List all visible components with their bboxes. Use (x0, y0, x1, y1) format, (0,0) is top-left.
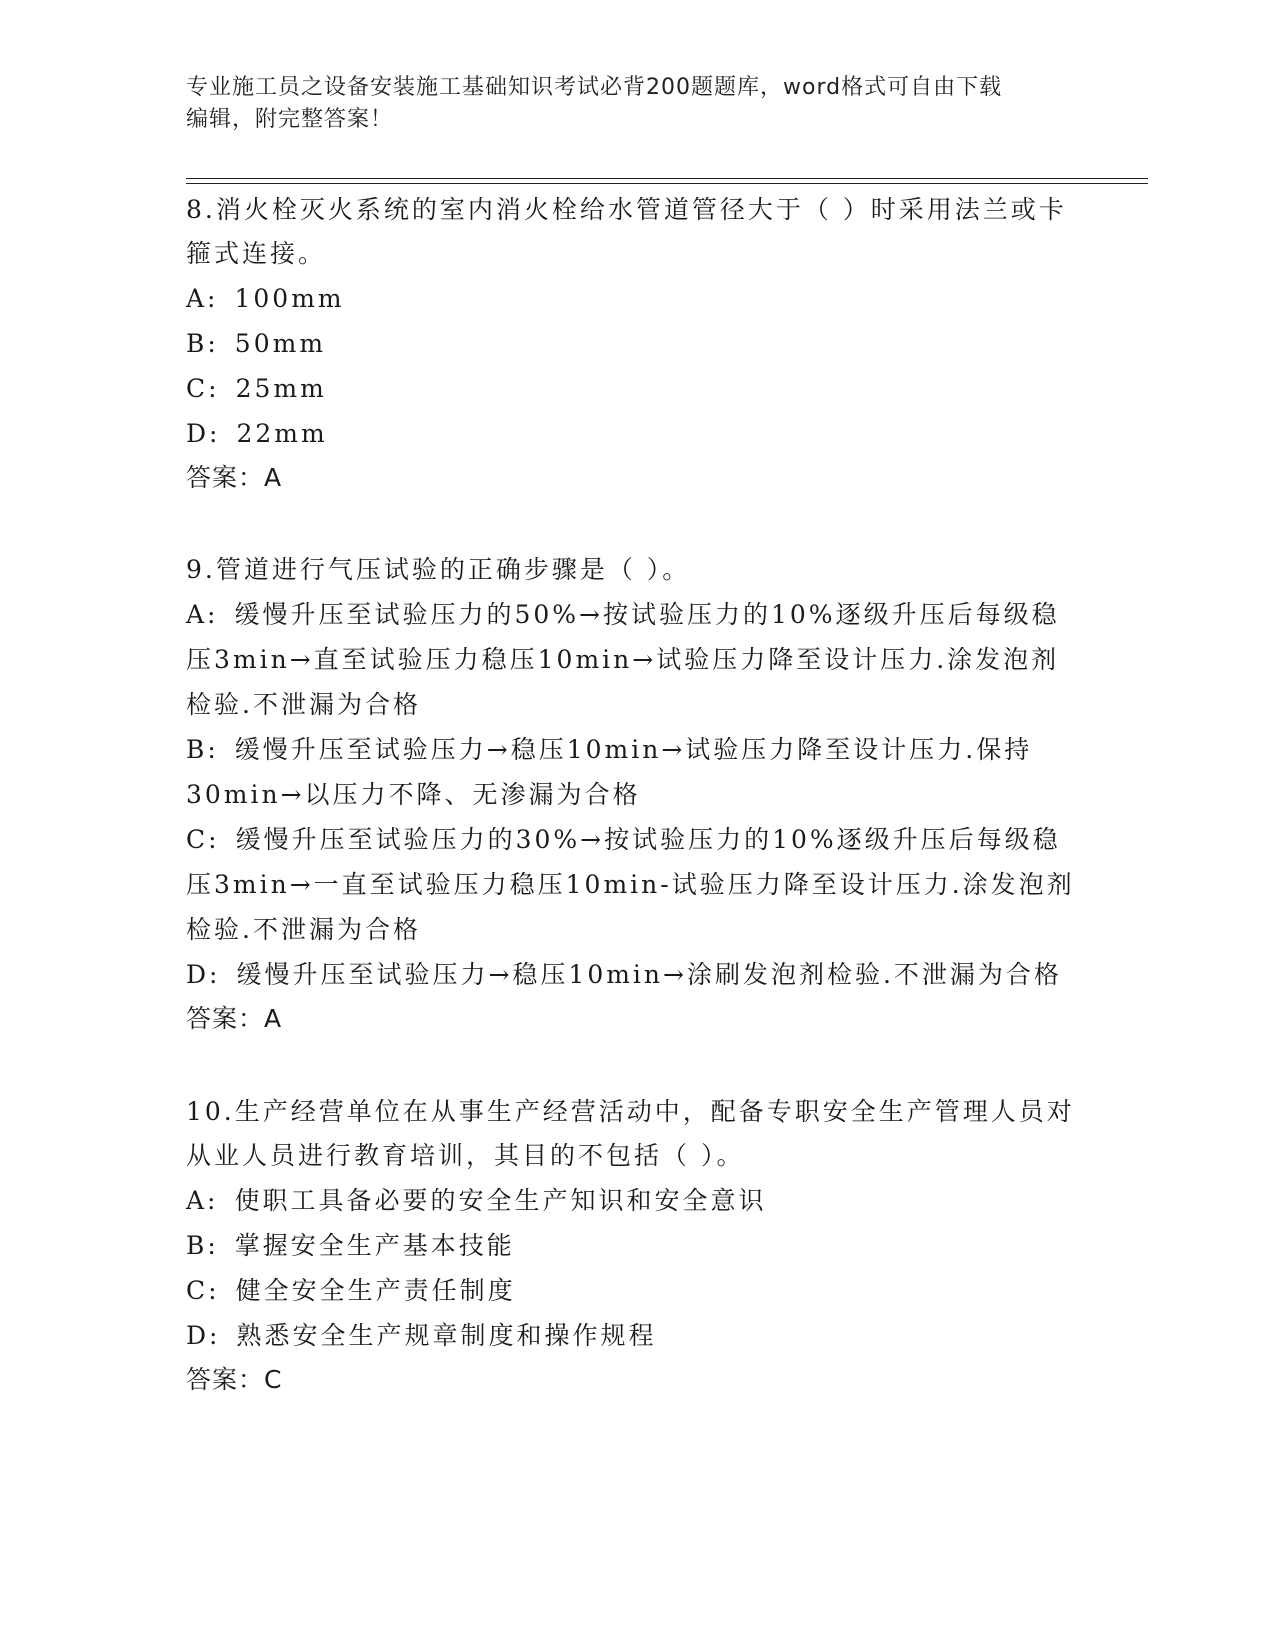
option-a (186, 1178, 1086, 1223)
option-text: 掌握安全生产基本技能 (234, 1231, 515, 1260)
question-8 (186, 188, 1086, 500)
option-d (186, 411, 1086, 456)
option-label: B: (186, 329, 219, 358)
option-a (186, 592, 1086, 727)
option-label: A: (186, 1186, 219, 1215)
option-text: 缓慢升压至试验压力→稳压10min→试验压力降至设计压力.保持30min→以压力不降、无渗漏为合格 (186, 735, 1033, 809)
question-stem: 9.管道进行气压试验的正确步骤是（ ）。 (186, 555, 691, 584)
option-label: B: (186, 735, 219, 764)
option-text: 22mm (236, 419, 328, 448)
option-text: 使职工具备必要的安全生产知识和安全意识 (234, 1186, 767, 1215)
option-text: 缓慢升压至试验压力→稳压10min→涂刷发泡剂检验.不泄漏为合格 (236, 960, 1062, 989)
header-line-2: 编辑，附完整答案！ (186, 107, 394, 132)
option-c (186, 817, 1086, 952)
document-header (186, 72, 1066, 136)
option-label: C: (186, 825, 220, 854)
option-text: 缓慢升压至试验压力的30%→按试验压力的10%逐级升压后每级稳压3min→一直至试验压力稳压10min-试验压力降至设计压力.涂发泡剂检验.不泄漏为合格 (186, 825, 1075, 944)
option-label: C: (186, 374, 220, 403)
question-stem: 10.生产经营单位在从事生产经营活动中，配备专职安全生产管理人员对从业人员进行教育培训，其目的不包括（ ）。 (186, 1097, 1075, 1170)
option-text: 50mm (234, 329, 327, 358)
header-line-1: 专业施工员之设备安装施工基础知识考试必背200题题库，word格式可自由下载 (186, 75, 1003, 100)
option-d (186, 1313, 1086, 1358)
option-text: 健全安全生产责任制度 (235, 1276, 516, 1305)
option-label: D: (186, 1321, 221, 1350)
option-b (186, 321, 1086, 366)
option-text: 缓慢升压至试验压力的50%→按试验压力的10%逐级升压后每级稳压3min→直至试验压力稳压10min→试验压力降至设计压力.涂发泡剂检验.不泄漏为合格 (186, 600, 1060, 719)
option-d (186, 952, 1086, 997)
header-divider-top (186, 178, 1148, 179)
option-text: 熟悉安全生产规章制度和操作规程 (236, 1321, 657, 1350)
option-c (186, 366, 1086, 411)
option-label: D: (186, 419, 221, 448)
option-c (186, 1268, 1086, 1313)
option-b (186, 1223, 1086, 1268)
option-label: C: (186, 1276, 220, 1305)
option-b (186, 727, 1086, 817)
option-a (186, 276, 1086, 321)
answer-line: 答案：C (186, 1365, 283, 1394)
option-label: A: (186, 600, 219, 629)
answer-line: 答案：A (186, 463, 283, 492)
option-text: 25mm (235, 374, 327, 403)
option-label: A: (186, 284, 219, 313)
option-label: B: (186, 1231, 219, 1260)
answer-line: 答案：A (186, 1004, 283, 1033)
question-stem: 8.消火栓灭火系统的室内消火栓给水管道管径大于（ ）时采用法兰或卡箍式连接。 (186, 195, 1067, 268)
question-9 (186, 548, 1086, 1041)
question-10 (186, 1090, 1086, 1402)
option-text: 100mm (234, 284, 345, 313)
option-label: D: (186, 960, 221, 989)
header-divider-bottom (186, 183, 1148, 184)
